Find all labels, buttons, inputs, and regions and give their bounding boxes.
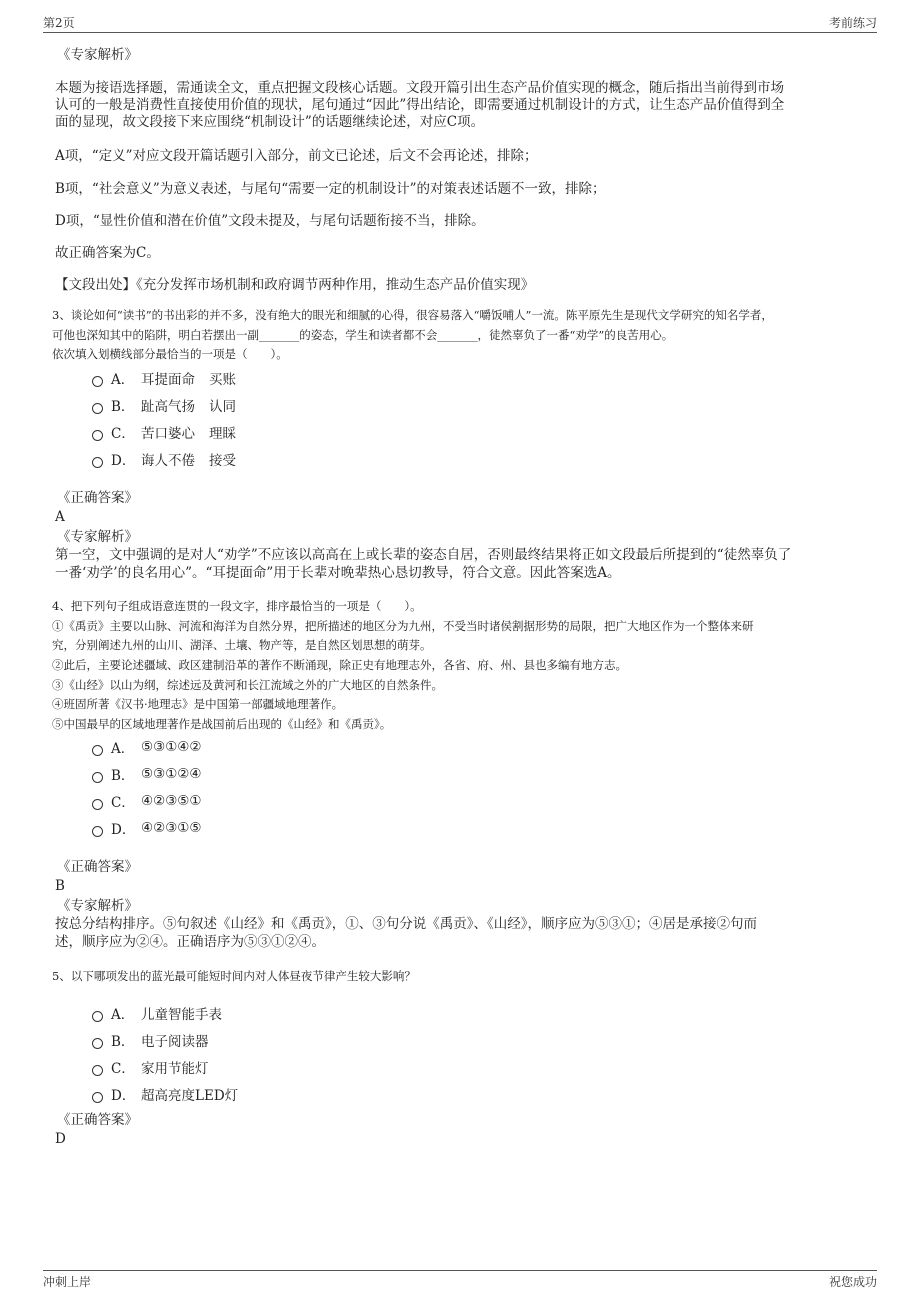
q4-analysis-line-2: 述，顺序应为②④。正确语序为⑤③①②④。 xyxy=(55,934,325,950)
q4-item-5: ⑤中国最早的区域地理著作是战国前后出现的《山经》和《禹贡》。 xyxy=(52,717,392,731)
radio-icon[interactable] xyxy=(92,1065,103,1076)
q5-answer-title: 《正确答案》 xyxy=(57,1112,138,1128)
q4-option-a[interactable]: A． ⑤③①④② xyxy=(92,737,202,757)
q3-option-a[interactable]: A． 耳提面命 买账 xyxy=(92,368,236,388)
radio-icon[interactable] xyxy=(92,403,103,414)
q3-option-d[interactable]: D． 诲人不倦 接受 xyxy=(92,449,236,469)
q2-source: 【文段出处】《充分发挥市场机制和政府调节两种作用，推动生态产品价值实现》 xyxy=(55,277,535,293)
q5-option-d[interactable]: D． 超高亮度LED灯 xyxy=(92,1084,238,1104)
q5-option-b[interactable]: B． 电子阅读器 xyxy=(92,1030,209,1050)
radio-icon[interactable] xyxy=(92,1038,103,1049)
q4-analysis-title: 《专家解析》 xyxy=(57,898,138,914)
footer-left: 冲刺上岸 xyxy=(43,1275,92,1289)
q3-answer-title: 《正确答案》 xyxy=(57,490,138,506)
q4-stem: 4、把下列句子组成语意连贯的一段文字，排序最恰当的一项是（ ）。 xyxy=(52,599,422,613)
radio-icon[interactable] xyxy=(92,826,103,837)
radio-icon[interactable] xyxy=(92,430,103,441)
q3-analysis-line-2: 一番‘劝学’的良名用心”。“耳提面命”用于长辈对晚辈热心恳切教导，符合文意。因此答案选A。 xyxy=(55,565,621,581)
q5-stem: 5、以下哪项发出的蓝光最可能短时间内对人体昼夜节律产生较大影响？ xyxy=(52,969,416,983)
q2-analysis-line-1: 本题为接语选择题，需通读全文，重点把握文段核心话题。文段开篇引出生态产品价值实现的概念，随后指出当前得到市场 xyxy=(55,80,784,96)
q2-conclusion: 故正确答案为C。 xyxy=(55,245,160,261)
q3-option-c[interactable]: C． 苦口婆心 理睬 xyxy=(92,422,236,442)
q2-analysis-line-2: 认可的一般是消费性直接使用价值的现状，尾句通过“因此”得出结论，即需要通过机制设计的方式，让生态产品价值得到全 xyxy=(55,97,785,113)
q4-answer-title: 《正确答案》 xyxy=(57,859,138,875)
page-footer xyxy=(43,1270,877,1293)
q3-analysis-title: 《专家解析》 xyxy=(57,529,138,545)
radio-icon[interactable] xyxy=(92,799,103,810)
q3-stem-line-3: 依次填入划横线部分最恰当的一项是（ ）。 xyxy=(52,347,288,361)
radio-icon[interactable] xyxy=(92,745,103,756)
q2-analysis-line-3: 面的显现，故文段接下来应围绕“机制设计”的话题继续论述，对应C项。 xyxy=(55,114,485,130)
q4-item-3: ③《山经》以山为纲，综述远及黄河和长江流域之外的广大地区的自然条件。 xyxy=(52,678,443,692)
q4-item-4: ④班固所著《汉书·地理志》是中国第一部疆域地理著作。 xyxy=(52,697,344,711)
q2-analysis-option-a: A项，“定义”对应文段开篇话题引入部分，前文已论述，后文不会再论述，排除； xyxy=(55,148,538,164)
q3-option-b[interactable]: B． 趾高气扬 认同 xyxy=(92,395,236,415)
q2-analysis-option-d: D项，“显性价值和潜在价值”文段未提及，与尾句话题衔接不当，排除。 xyxy=(55,213,485,229)
q3-stem-line-2: 可他也深知其中的陷阱，明白若摆出一副_______的姿态，学生和读者都不会_______，徒然辜负了一番“劝学”的良苦用心。 xyxy=(52,328,674,342)
q3-stem-line-1: 3、谈论如何“读书”的书出彩的并不多，没有绝大的眼光和细腻的心得，很容易落入“嚼饭哺人”一流。陈平原先生是现代文学研究的知名学者， xyxy=(52,308,773,322)
q5-option-c[interactable]: C． 家用节能灯 xyxy=(92,1057,209,1077)
q4-option-b[interactable]: B． ⑤③①②④ xyxy=(92,764,202,784)
q4-analysis-line-1: 按总分结构排序。⑤句叙述《山经》和《禹贡》，①、③句分说《禹贡》、《山经》，顺序应为⑤③①；④居是承接②句而 xyxy=(55,916,757,932)
page-number: 第2页 xyxy=(43,16,75,30)
q5-option-a[interactable]: A． 儿童智能手表 xyxy=(92,1003,222,1023)
q3-analysis-line-1: 第一空，文中强调的是对人“劝学”不应该以高高在上或长辈的姿态自居，否则最终结果将正如文段最后所提到的“徒然辜负了 xyxy=(55,547,792,563)
q5-answer: D xyxy=(55,1131,66,1147)
q3-answer: A xyxy=(55,509,65,525)
q4-answer: B xyxy=(55,878,65,894)
q4-item-1a: ①《禹贡》主要以山脉、河流和海洋为自然分界，把所描述的地区分为九州，不受当时诸侯割据形势的局限，把广大地区作为一个整体来研 xyxy=(52,619,754,633)
q4-item-1b: 究，分别阐述九州的山川、湖泽、土壤、物产等，是自然区划思想的萌芽。 xyxy=(52,638,432,652)
radio-icon[interactable] xyxy=(92,772,103,783)
radio-icon[interactable] xyxy=(92,457,103,468)
radio-icon[interactable] xyxy=(92,1011,103,1022)
q2-analysis-option-b: B项，“社会意义”为意义表述，与尾句“需要一定的机制设计”的对策表述话题不一致，排除； xyxy=(55,181,606,197)
q4-option-d[interactable]: D． ④②③①⑤ xyxy=(92,818,202,838)
footer-right: 祝您成功 xyxy=(828,1275,877,1289)
radio-icon[interactable] xyxy=(92,376,103,387)
q2-analysis-title: 《专家解析》 xyxy=(57,47,138,63)
q4-item-2: ②此后，主要论述疆域、政区建制沿革的著作不断涌现，除正史有地理志外，各省、府、州、县也多编有地方志。 xyxy=(52,658,627,672)
header-title: 考前练习 xyxy=(828,16,877,30)
q4-option-c[interactable]: C． ④②③⑤① xyxy=(92,791,202,811)
radio-icon[interactable] xyxy=(92,1092,103,1103)
